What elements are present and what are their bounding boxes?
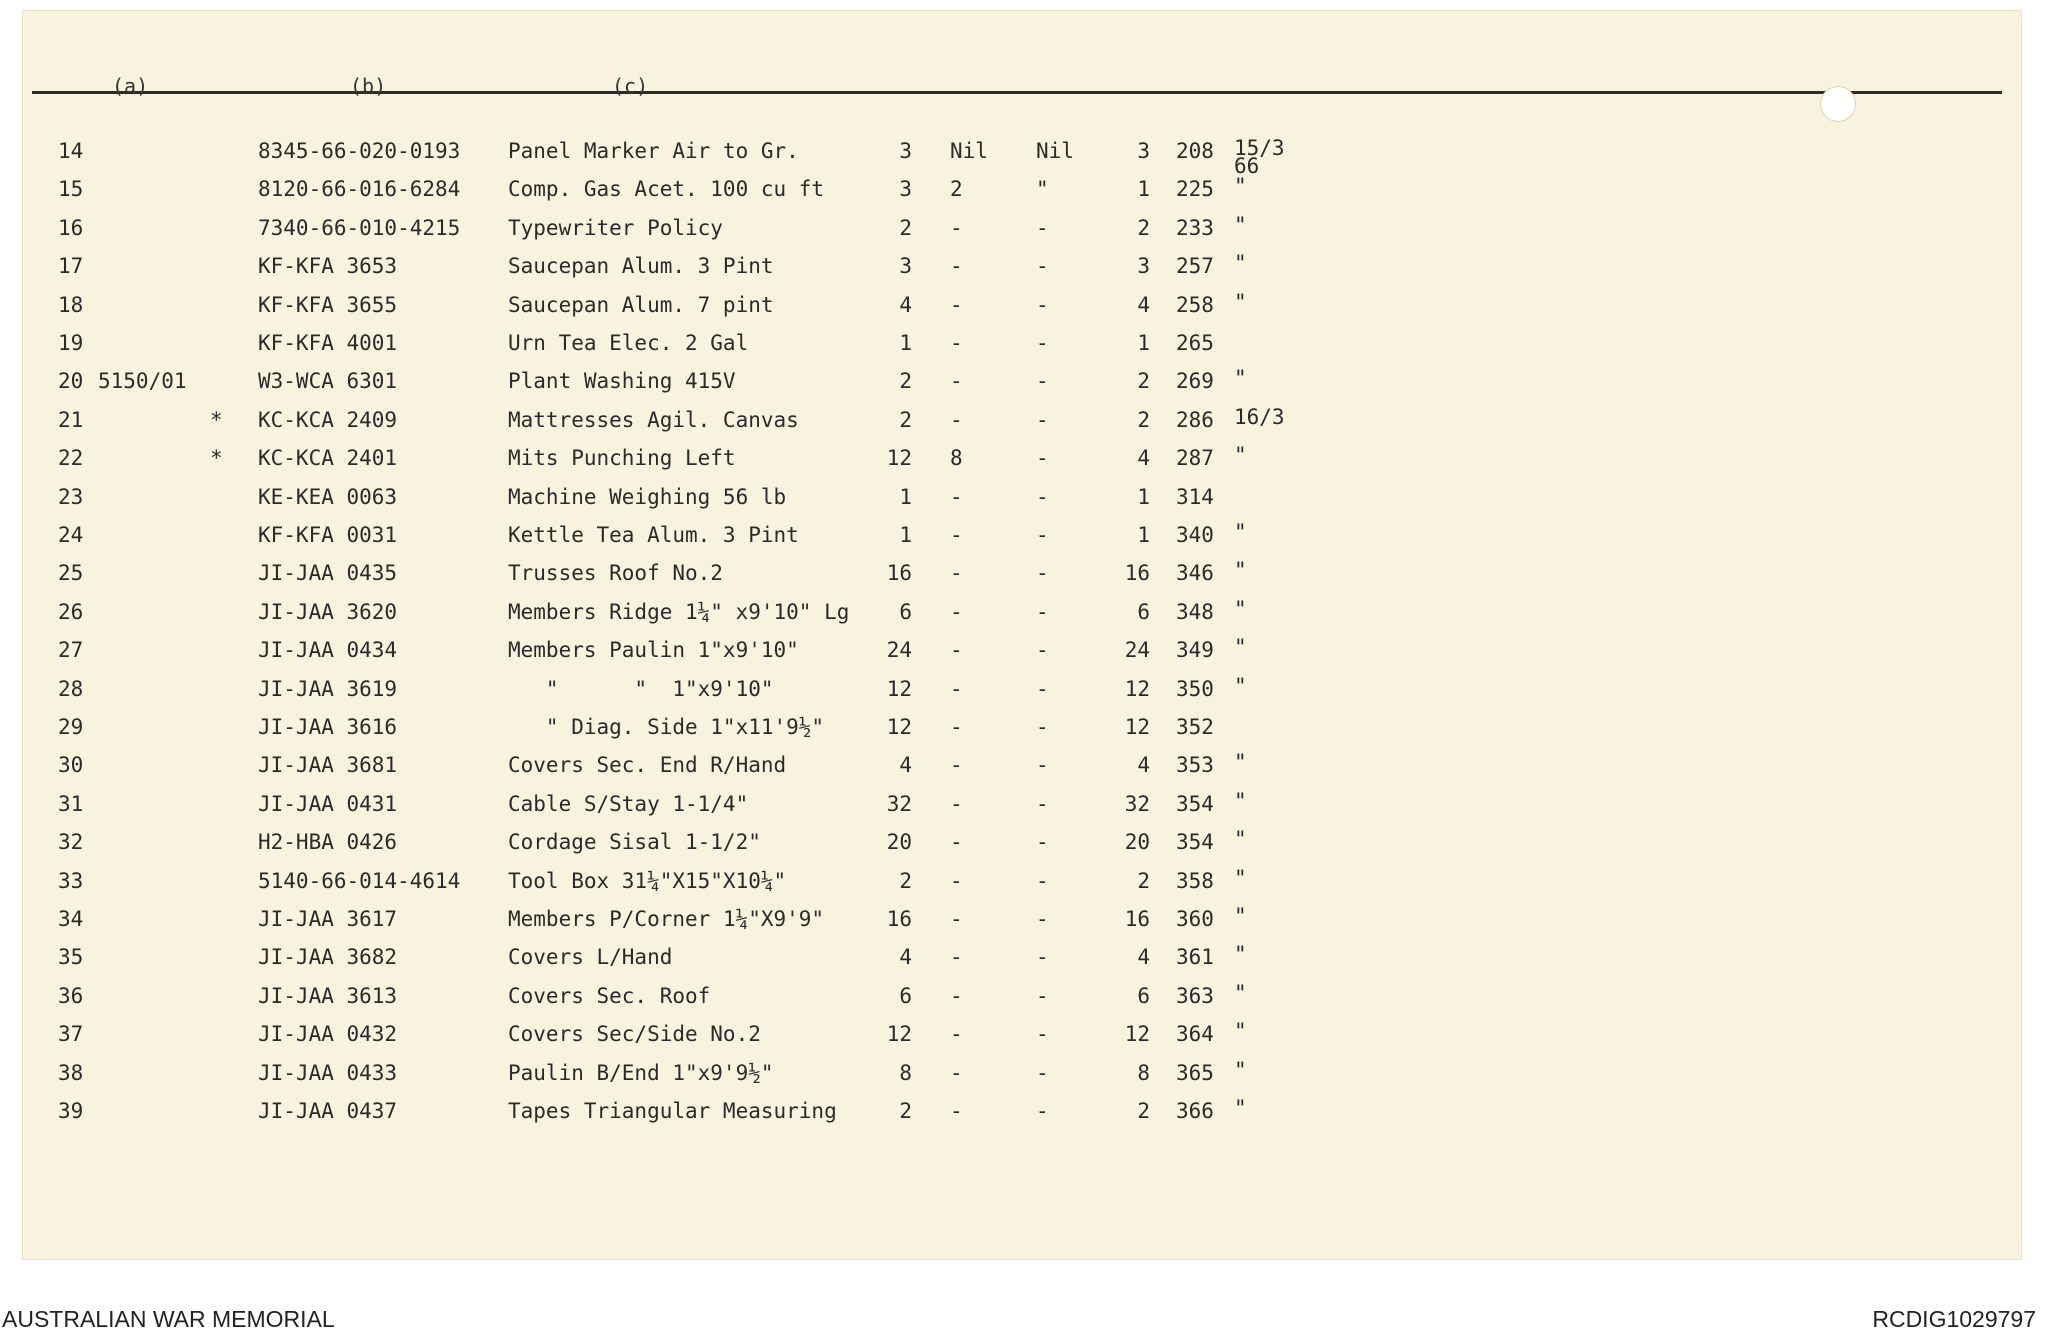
quantity-1: 4	[899, 292, 912, 317]
item-code: KF-KFA 3655	[258, 292, 398, 317]
date-entry: "	[1234, 596, 1247, 621]
quantity-1: 2	[899, 369, 912, 394]
item-code: JI-JAA 0431	[258, 791, 398, 816]
date-entry: "	[1234, 980, 1247, 1005]
quantity-4: 1	[1137, 523, 1150, 547]
reference-number: 233	[1176, 215, 1214, 240]
item-code: JI-JAA 0432	[258, 1022, 398, 1047]
item-code: KC-KCA 2401	[258, 446, 398, 471]
item-code: JI-JAA 3620	[258, 599, 398, 624]
quantity-3: -	[1036, 369, 1049, 394]
row-index: 25	[58, 561, 84, 586]
quantity-2: -	[950, 868, 963, 893]
quantity-2: -	[950, 254, 963, 279]
reference-number: 258	[1176, 292, 1214, 317]
table-row	[0, 174, 2048, 215]
column-header-b: (b)	[350, 74, 387, 98]
quantity-3: -	[1036, 523, 1049, 547]
item-code: 8120-66-016-6284	[258, 177, 461, 202]
item-code: KC-KCA 2409	[258, 407, 398, 432]
item-code: JI-JAA 3617	[258, 907, 398, 931]
row-index: 28	[58, 676, 84, 701]
item-description: " Diag. Side 1"x11'9½"	[508, 715, 825, 739]
quantity-3: -	[1036, 215, 1049, 240]
table-row	[0, 520, 2048, 561]
quantity-1: 2	[899, 1099, 912, 1123]
quantity-3: -	[1036, 407, 1049, 432]
quantity-2: -	[950, 638, 963, 663]
reference-number: 361	[1176, 945, 1214, 970]
quantity-3: -	[1036, 868, 1049, 893]
quantity-4: 2	[1137, 369, 1150, 394]
quantity-2: -	[950, 907, 963, 931]
quantity-2: -	[950, 523, 963, 547]
table-row	[0, 558, 2048, 599]
item-description: Cordage Sisal 1-1/2"	[508, 830, 761, 855]
quantity-1: 2	[899, 215, 912, 240]
table-row	[0, 942, 2048, 983]
reference-number: 340	[1176, 523, 1214, 547]
quantity-3: -	[1036, 599, 1049, 624]
item-code: JI-JAA 0435	[258, 561, 398, 586]
reference-number: 348	[1176, 599, 1214, 624]
date-entry: "	[1234, 212, 1247, 237]
item-code: KE-KEA 0063	[258, 484, 398, 509]
quantity-4: 16	[1124, 907, 1150, 931]
item-description: Covers Sec. Roof	[508, 983, 711, 1008]
quantity-2: 2	[950, 177, 963, 202]
reference-number: 257	[1176, 254, 1214, 279]
row-index: 39	[58, 1099, 84, 1123]
quantity-2: -	[950, 292, 963, 317]
quantity-4: 12	[1124, 676, 1150, 701]
quantity-3: -	[1036, 484, 1049, 509]
quantity-4: 2	[1137, 868, 1150, 893]
quantity-1: 8	[899, 1060, 912, 1085]
quantity-3: -	[1036, 446, 1049, 471]
quantity-2: -	[950, 599, 963, 624]
item-description: Saucepan Alum. 7 pint	[508, 292, 774, 317]
quantity-3: -	[1036, 945, 1049, 970]
quantity-4: 8	[1137, 1060, 1150, 1085]
quantity-4: 20	[1124, 830, 1150, 855]
row-index: 36	[58, 983, 84, 1008]
item-description: Covers Sec. End R/Hand	[508, 753, 787, 778]
row-index: 32	[58, 830, 84, 855]
date-entry: "	[1234, 289, 1247, 314]
table-row	[0, 715, 2048, 753]
item-description: " " 1"x9'10"	[508, 676, 774, 701]
asterisk-mark: *	[210, 446, 223, 471]
quantity-4: 6	[1137, 599, 1150, 624]
date-entry: "	[1234, 865, 1247, 890]
item-description: Tool Box 31¼"X15"X10¼"	[508, 868, 787, 893]
date-entry: "	[1234, 827, 1247, 852]
table-row	[0, 212, 2048, 254]
quantity-3: -	[1036, 292, 1049, 317]
reference-number: 354	[1176, 791, 1214, 816]
item-description: Paulin B/End 1"x9'9½"	[508, 1060, 774, 1085]
row-index: 38	[58, 1060, 84, 1085]
item-code: 7340-66-010-4215	[258, 215, 461, 240]
table-row	[0, 596, 2048, 638]
quantity-2: -	[950, 561, 963, 586]
row-index: 18	[58, 292, 84, 317]
table-row	[0, 404, 2048, 446]
reference-number: 287	[1176, 446, 1214, 471]
quantity-2: Nil	[950, 139, 988, 163]
quantity-3: -	[1036, 753, 1049, 778]
quantity-1: 3	[899, 177, 912, 202]
quantity-3: -	[1036, 676, 1049, 701]
item-description: Members P/Corner 1¼"X9'9"	[508, 907, 825, 931]
row-index: 15	[58, 177, 84, 202]
reference-number: 208	[1176, 139, 1214, 163]
item-description: Trusses Roof No.2	[508, 561, 723, 586]
item-description: Kettle Tea Alum. 3 Pint	[508, 523, 799, 547]
reference-number: 346	[1176, 561, 1214, 586]
row-index: 17	[58, 254, 84, 279]
row-index: 37	[58, 1022, 84, 1047]
quantity-2: -	[950, 983, 963, 1008]
table-row	[0, 980, 2048, 1022]
quantity-2: -	[950, 331, 963, 355]
quantity-4: 3	[1137, 254, 1150, 279]
item-description: Members Ridge 1¼" x9'10" Lg	[508, 599, 850, 624]
table-row	[0, 827, 2048, 868]
quantity-4: 2	[1137, 215, 1150, 240]
quantity-2: -	[950, 484, 963, 509]
quantity-4: 4	[1137, 292, 1150, 317]
quantity-1: 12	[886, 446, 912, 471]
reference-number: 314	[1176, 484, 1214, 509]
item-code: KF-KFA 3653	[258, 254, 398, 279]
quantity-1: 4	[899, 945, 912, 970]
reference-number: 225	[1176, 177, 1214, 202]
quantity-3: Nil	[1036, 139, 1074, 163]
item-description: Panel Marker Air to Gr.	[508, 139, 799, 163]
quantity-3: -	[1036, 331, 1049, 355]
item-code: 8345-66-020-0193	[258, 139, 461, 163]
quantity-1: 4	[899, 753, 912, 778]
quantity-1: 16	[886, 907, 912, 931]
item-code: H2-HBA 0426	[258, 830, 398, 855]
date-entry: "	[1234, 1057, 1247, 1082]
quantity-4: 32	[1124, 791, 1150, 816]
quantity-4: 4	[1137, 446, 1150, 471]
quantity-2: 8	[950, 446, 963, 471]
quantity-4: 24	[1124, 638, 1150, 663]
quantity-1: 6	[899, 599, 912, 624]
quantity-1: 20	[886, 830, 912, 855]
column-header-c: (c)	[612, 74, 649, 98]
item-code: JI-JAA 0433	[258, 1060, 398, 1085]
item-description: Mits Punching Left	[508, 446, 736, 471]
item-description: Machine Weighing 56 lb	[508, 484, 787, 509]
quantity-2: -	[950, 407, 963, 432]
date-entry: 15/3 66	[1234, 136, 1285, 178]
table-row	[0, 1096, 2048, 1137]
item-code: JI-JAA 0437	[258, 1099, 398, 1123]
table-row	[0, 289, 2048, 331]
item-description: Covers Sec/Side No.2	[508, 1022, 761, 1047]
item-code: JI-JAA 3682	[258, 945, 398, 970]
row-index: 26	[58, 599, 84, 624]
reference-number: 353	[1176, 753, 1214, 778]
table-row	[0, 251, 2048, 292]
quantity-4: 3	[1137, 139, 1150, 163]
date-entry: "	[1234, 1096, 1247, 1120]
header-rule	[32, 91, 2002, 94]
table-row	[0, 485, 2048, 523]
quantity-2: -	[950, 753, 963, 778]
quantity-4: 4	[1137, 753, 1150, 778]
date-entry: "	[1234, 366, 1247, 391]
table-row	[0, 750, 2048, 791]
quantity-1: 12	[886, 1022, 912, 1047]
row-index: 24	[58, 523, 84, 547]
quantity-4: 16	[1124, 561, 1150, 586]
quantity-1: 1	[899, 484, 912, 509]
quantity-3: -	[1036, 1022, 1049, 1047]
reference-number: 364	[1176, 1022, 1214, 1047]
date-entry: "	[1234, 904, 1247, 928]
row-index: 33	[58, 868, 84, 893]
reference-number: 366	[1176, 1099, 1214, 1123]
quantity-2: -	[950, 791, 963, 816]
quantity-1: 2	[899, 868, 912, 893]
row-index: 14	[58, 139, 84, 163]
table-row	[0, 865, 2048, 907]
quantity-3: -	[1036, 254, 1049, 279]
reference-number: 265	[1176, 331, 1214, 355]
quantity-3: -	[1036, 983, 1049, 1008]
table-row	[0, 366, 2048, 407]
quantity-4: 2	[1137, 407, 1150, 432]
reference-number: 358	[1176, 868, 1214, 893]
reference-number: 269	[1176, 369, 1214, 394]
quantity-1: 32	[886, 791, 912, 816]
row-index: 22	[58, 446, 84, 471]
date-entry: "	[1234, 174, 1247, 199]
quantity-2: -	[950, 715, 963, 739]
row-index: 20	[58, 369, 84, 394]
item-description: Members Paulin 1"x9'10"	[508, 638, 799, 663]
date-entry: "	[1234, 750, 1247, 775]
quantity-2: -	[950, 1060, 963, 1085]
quantity-1: 3	[899, 254, 912, 279]
table-row	[0, 635, 2048, 676]
quantity-4: 12	[1124, 1022, 1150, 1047]
item-code: JI-JAA 0434	[258, 638, 398, 663]
date-entry: "	[1234, 520, 1247, 544]
date-entry: "	[1234, 251, 1247, 276]
quantity-4: 1	[1137, 177, 1150, 202]
quantity-2: -	[950, 1099, 963, 1123]
reference-number: 352	[1176, 715, 1214, 739]
item-description: Typewriter Policy	[508, 215, 723, 240]
table-row	[0, 788, 2048, 830]
quantity-2: -	[950, 676, 963, 701]
quantity-1: 12	[886, 715, 912, 739]
quantity-3: "	[1036, 177, 1049, 202]
row-index: 27	[58, 638, 84, 663]
row-index: 30	[58, 753, 84, 778]
item-description: Saucepan Alum. 3 Pint	[508, 254, 774, 279]
reference-number: 354	[1176, 830, 1214, 855]
date-entry: "	[1234, 942, 1247, 967]
table-row	[0, 331, 2048, 369]
date-entry: "	[1234, 635, 1247, 660]
column-header-a: (a)	[112, 74, 149, 98]
footer-institution: AUSTRALIAN WAR MEMORIAL	[2, 1306, 335, 1332]
quantity-4: 6	[1137, 983, 1150, 1008]
footer-record-id: RCDIG1029797	[1872, 1306, 2036, 1332]
table-row	[0, 1019, 2048, 1060]
item-code: JI-JAA 3613	[258, 983, 398, 1008]
row-index: 23	[58, 484, 84, 509]
quantity-2: -	[950, 830, 963, 855]
quantity-4: 12	[1124, 715, 1150, 739]
table-row	[0, 136, 2048, 178]
reference-number: 286	[1176, 407, 1214, 432]
quantity-4: 2	[1137, 1099, 1150, 1123]
item-code: KF-KFA 4001	[258, 331, 398, 355]
table-row	[0, 673, 2048, 715]
quantity-1: 12	[886, 676, 912, 701]
quantity-3: -	[1036, 791, 1049, 816]
quantity-3: -	[1036, 638, 1049, 663]
quantity-4: 4	[1137, 945, 1150, 970]
reference-number: 360	[1176, 907, 1214, 931]
row-index: 16	[58, 215, 84, 240]
row-index: 21	[58, 407, 84, 432]
item-description: Urn Tea Elec. 2 Gal	[508, 331, 749, 355]
date-entry: "	[1234, 788, 1247, 813]
quantity-3: -	[1036, 1099, 1049, 1123]
item-code: KF-KFA 0031	[258, 523, 398, 547]
column-a-value: 5150/01	[98, 369, 187, 394]
quantity-3: -	[1036, 1060, 1049, 1085]
quantity-3: -	[1036, 561, 1049, 586]
item-description: Tapes Triangular Measuring	[508, 1099, 837, 1123]
item-code: 5140-66-014-4614	[258, 868, 461, 893]
quantity-2: -	[950, 1022, 963, 1047]
quantity-4: 1	[1137, 331, 1150, 355]
table-row	[0, 1057, 2048, 1099]
quantity-2: -	[950, 945, 963, 970]
item-description: Covers L/Hand	[508, 945, 673, 970]
quantity-3: -	[1036, 907, 1049, 931]
quantity-4: 1	[1137, 484, 1150, 509]
item-code: JI-JAA 3616	[258, 715, 398, 739]
row-index: 34	[58, 907, 84, 931]
quantity-1: 16	[886, 561, 912, 586]
item-description: Plant Washing 415V	[508, 369, 736, 394]
table-row	[0, 904, 2048, 945]
date-entry: 16/3	[1234, 404, 1285, 429]
item-description: Cable S/Stay 1-1/4"	[508, 791, 749, 816]
date-entry: "	[1234, 558, 1247, 583]
row-index: 29	[58, 715, 84, 739]
date-entry: "	[1234, 673, 1247, 698]
quantity-1: 1	[899, 331, 912, 355]
reference-number: 350	[1176, 676, 1214, 701]
reference-number: 349	[1176, 638, 1214, 663]
row-index: 35	[58, 945, 84, 970]
quantity-2: -	[950, 369, 963, 394]
quantity-1: 2	[899, 407, 912, 432]
item-code: W3-WCA 6301	[258, 369, 398, 394]
quantity-3: -	[1036, 715, 1049, 739]
quantity-1: 3	[899, 139, 912, 163]
item-code: JI-JAA 3619	[258, 676, 398, 701]
quantity-3: -	[1036, 830, 1049, 855]
table-row	[0, 443, 2048, 484]
item-code: JI-JAA 3681	[258, 753, 398, 778]
item-description: Comp. Gas Acet. 100 cu ft	[508, 177, 825, 202]
quantity-2: -	[950, 215, 963, 240]
punch-hole	[1820, 86, 1856, 122]
row-index: 31	[58, 791, 84, 816]
date-entry: "	[1234, 1019, 1247, 1044]
reference-number: 365	[1176, 1060, 1214, 1085]
quantity-1: 6	[899, 983, 912, 1008]
item-description: Mattresses Agil. Canvas	[508, 407, 799, 432]
quantity-1: 24	[886, 638, 912, 663]
asterisk-mark: *	[210, 407, 223, 432]
date-entry: "	[1234, 443, 1247, 468]
reference-number: 363	[1176, 983, 1214, 1008]
row-index: 19	[58, 331, 84, 355]
quantity-1: 1	[899, 523, 912, 547]
